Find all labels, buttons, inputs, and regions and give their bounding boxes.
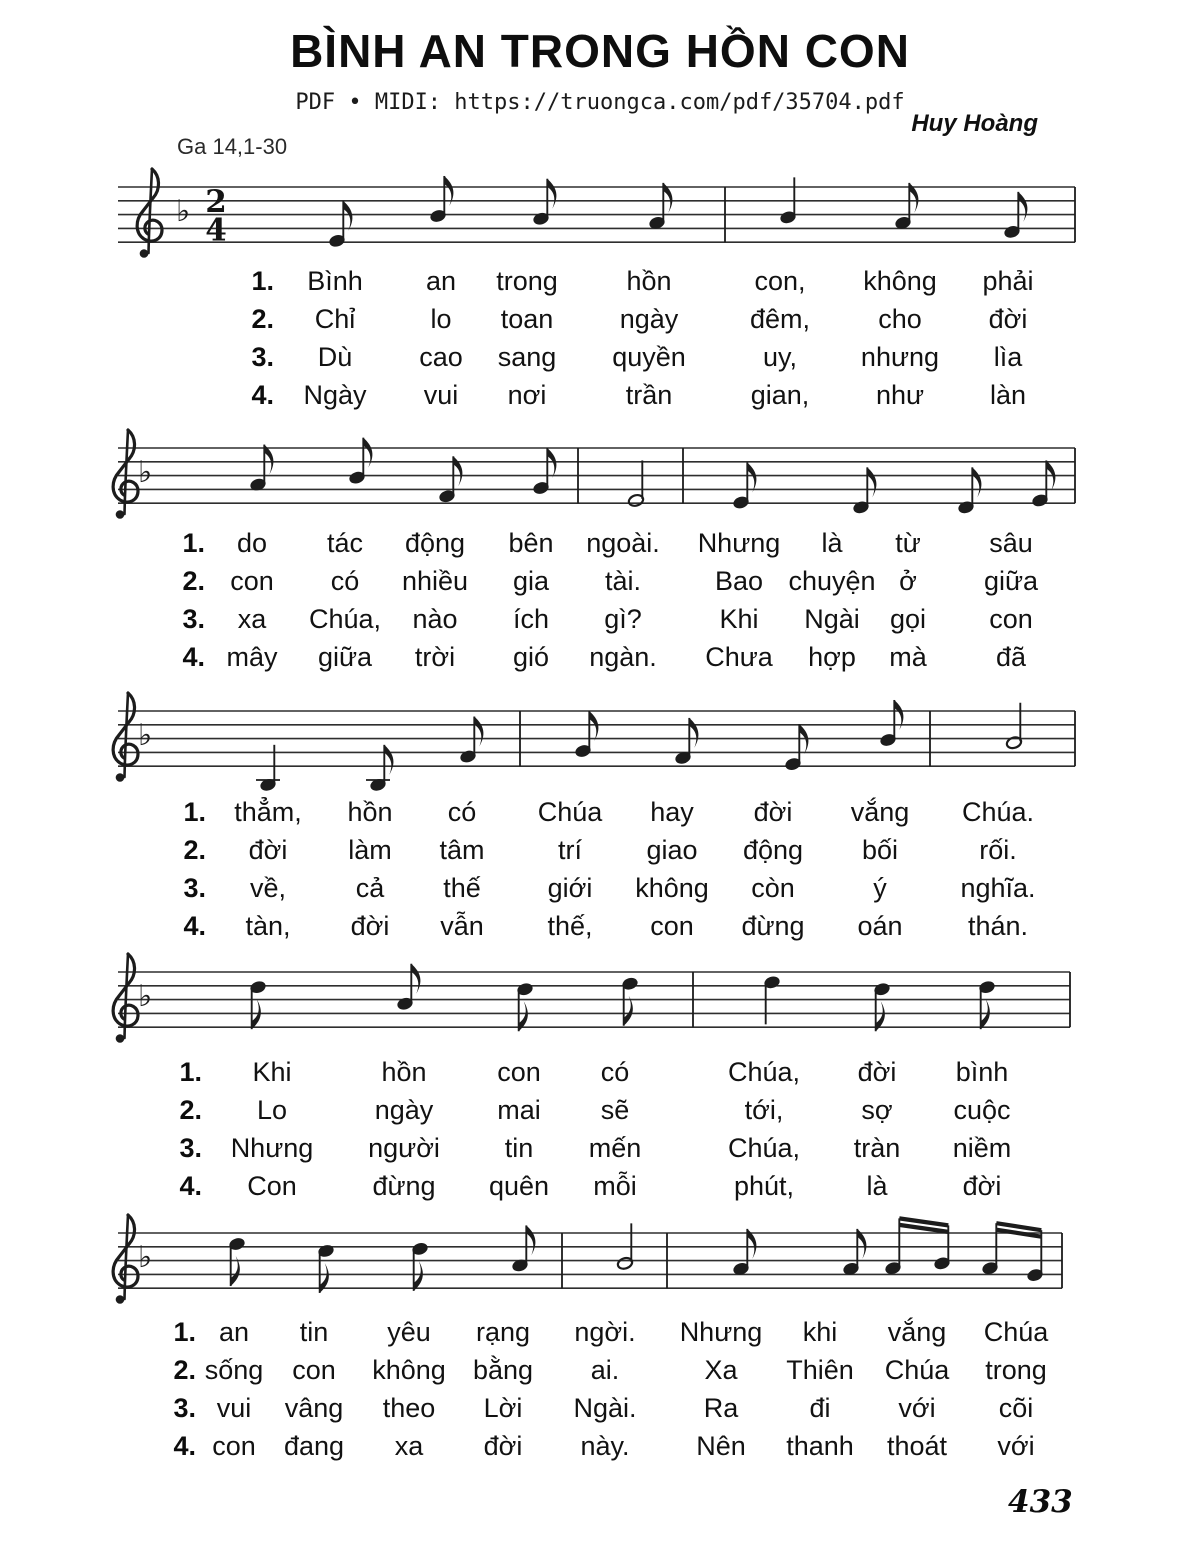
- lyric-word: mây: [226, 642, 278, 672]
- verse-line: [0, 1355, 1200, 1393]
- lyric-word: Chúa.: [961, 797, 1035, 827]
- verse-number: 4.: [183, 911, 206, 941]
- lyric-word: bằng: [472, 1355, 534, 1385]
- lyric-word: làm: [348, 835, 392, 865]
- lyric-word: Khi: [719, 604, 759, 634]
- lyric-word: không: [863, 266, 937, 296]
- lyric-word: rạng: [475, 1317, 531, 1347]
- lyric-word: uy,: [762, 342, 798, 372]
- lyric-word: thế,: [547, 911, 593, 941]
- lyric-word: tài.: [604, 566, 642, 596]
- flat-sign-icon: ♭: [176, 194, 191, 230]
- lyric-word: Ngài: [804, 604, 860, 634]
- verse-number: 4.: [173, 1431, 196, 1461]
- time-signature-denominator: 4: [205, 212, 227, 249]
- verse-number: 1.: [251, 266, 274, 296]
- verse-number: 2.: [173, 1355, 196, 1385]
- lyric-word: sâu: [989, 528, 1033, 558]
- lyric-word: về,: [249, 873, 287, 903]
- lyric-word: con: [497, 1057, 541, 1087]
- lyric-word: như: [875, 380, 925, 410]
- lyric-word: toan: [500, 304, 554, 334]
- verse-line: [0, 642, 1200, 680]
- lyric-word: tin: [299, 1317, 329, 1347]
- verse-line: [0, 1317, 1200, 1355]
- lyric-word: không: [635, 873, 709, 903]
- lyric-word: đời: [483, 1431, 523, 1461]
- lyric-word: người: [368, 1133, 440, 1163]
- lyric-word: rối.: [979, 835, 1017, 865]
- lyric-word: Dù: [317, 342, 353, 372]
- lyric-word: con: [989, 604, 1033, 634]
- verse-number: 2.: [182, 566, 205, 596]
- lyric-word: mến: [588, 1133, 642, 1163]
- lyric-word: làn: [989, 380, 1027, 410]
- lyric-word: theo: [382, 1393, 436, 1423]
- lyric-word: Chúa: [884, 1355, 950, 1385]
- lyric-word: đừng: [372, 1171, 436, 1201]
- verse-number: 1.: [173, 1317, 196, 1347]
- lyric-word: thán.: [967, 911, 1029, 941]
- lyric-word: Chúa,: [308, 604, 382, 634]
- verse-line: [0, 1057, 1200, 1095]
- lyric-word: Nên: [696, 1431, 746, 1461]
- verse-number: 3.: [251, 342, 274, 372]
- lyric-word: hồn: [626, 266, 672, 296]
- lyric-word: cõi: [998, 1393, 1034, 1423]
- lyric-word: với: [898, 1393, 936, 1423]
- lyric-word: quên: [488, 1171, 550, 1201]
- lyric-word: oán: [857, 911, 903, 941]
- lyric-word: Chúa: [983, 1317, 1049, 1347]
- verse-number: 3.: [179, 1133, 202, 1163]
- lyric-word: là: [821, 528, 843, 558]
- verse-block-2: [0, 528, 1200, 680]
- lyric-word: nơi: [507, 380, 547, 410]
- lyric-word: xa: [394, 1431, 424, 1461]
- lyric-word: tràn: [853, 1133, 901, 1163]
- lyric-word: có: [447, 797, 477, 827]
- lyric-word: nhưng: [860, 342, 940, 372]
- scripture-reference: Ga 14,1-30: [177, 134, 288, 159]
- lyric-word: Chúa,: [727, 1133, 801, 1163]
- lyric-word: Nhưng: [230, 1133, 314, 1163]
- lyric-word: hay: [650, 797, 694, 827]
- lyric-word: ngoài.: [586, 528, 660, 558]
- lyric-word: quyền: [612, 342, 686, 372]
- verse-block-5: [0, 1317, 1200, 1469]
- lyric-word: bối: [861, 835, 899, 865]
- lyric-word: an: [218, 1317, 250, 1347]
- lyric-word: tàn,: [245, 911, 291, 941]
- lyric-word: con: [292, 1355, 336, 1385]
- composer-name: Huy Hoàng: [911, 110, 1038, 137]
- lyric-word: ngàn.: [589, 642, 657, 672]
- lyric-word: giữa: [983, 566, 1039, 596]
- lyric-word: chuyện: [788, 566, 876, 596]
- lyric-word: Chưa: [705, 642, 773, 672]
- lyric-word: động: [742, 835, 804, 865]
- lyric-word: vắng: [850, 797, 910, 827]
- lyric-word: cuộc: [953, 1095, 1011, 1125]
- lyric-word: đời: [753, 797, 793, 827]
- lyric-word: trong: [985, 1355, 1047, 1385]
- verse-line: [0, 1171, 1200, 1209]
- verse-number: 4.: [251, 380, 274, 410]
- lyric-word: ở: [899, 566, 917, 596]
- lyric-word: đời: [988, 304, 1028, 334]
- verse-line: [0, 266, 1200, 304]
- lyric-word: lo: [430, 304, 452, 334]
- verse-line: [0, 835, 1200, 873]
- lyric-word: Khi: [252, 1057, 292, 1087]
- lyric-word: trần: [625, 380, 673, 410]
- lyric-word: là: [866, 1171, 888, 1201]
- lyric-word: đời: [350, 911, 390, 941]
- lyric-word: nghĩa.: [960, 873, 1036, 903]
- lyric-word: gian,: [750, 380, 810, 410]
- lyric-word: cho: [878, 304, 922, 334]
- lyric-word: gì?: [604, 604, 642, 634]
- lyric-word: đời: [248, 835, 288, 865]
- lyric-word: đời: [962, 1171, 1002, 1201]
- lyric-word: thế: [443, 873, 481, 903]
- lyric-word: mỗi: [593, 1171, 637, 1201]
- lyric-word: ai.: [590, 1355, 620, 1385]
- lyric-word: phải: [982, 266, 1034, 296]
- verse-number: 2.: [183, 835, 206, 865]
- verse-number: 3.: [183, 873, 206, 903]
- lyric-word: vui: [423, 380, 459, 410]
- lyric-word: niềm: [952, 1133, 1012, 1163]
- verse-number: 2.: [251, 304, 274, 334]
- lyric-word: vắng: [887, 1317, 947, 1347]
- lyric-word: trời: [414, 642, 456, 672]
- flat-sign-icon: ♭: [138, 1240, 153, 1276]
- lyric-word: Chỉ: [314, 304, 356, 334]
- lyric-word: ích: [512, 604, 550, 634]
- lyric-word: tin: [504, 1133, 534, 1163]
- lyric-word: Nhưng: [679, 1317, 763, 1347]
- lyric-word: Chúa,: [727, 1057, 801, 1087]
- pdf-midi-link-line: PDF • MIDI: https://truongca.com/pdf/35704.pdf: [295, 90, 905, 115]
- lyric-word: này.: [580, 1431, 630, 1461]
- lyric-word: xa: [237, 604, 267, 634]
- verse-number: 4.: [182, 642, 205, 672]
- lyric-word: sang: [497, 342, 557, 372]
- lyric-word: giữa: [317, 642, 373, 672]
- lyric-word: ý: [873, 873, 887, 903]
- flat-sign-icon: ♭: [138, 979, 153, 1015]
- verse-number: 3.: [182, 604, 205, 634]
- flat-sign-icon: ♭: [138, 718, 153, 754]
- verse-line: [0, 1431, 1200, 1469]
- lyric-word: sợ: [861, 1095, 893, 1125]
- lyric-word: gia: [512, 566, 550, 596]
- verse-line: [0, 528, 1200, 566]
- lyric-word: thoát: [886, 1431, 948, 1461]
- lyric-word: hợp: [808, 642, 856, 672]
- lyric-word: còn: [751, 873, 795, 903]
- lyric-word: Con: [247, 1171, 297, 1201]
- lyric-word: Thiên: [786, 1355, 854, 1385]
- lyric-word: nào: [412, 604, 458, 634]
- lyric-word: với: [997, 1431, 1035, 1461]
- lyric-word: đêm,: [749, 304, 811, 334]
- lyric-word: bình: [955, 1057, 1009, 1087]
- lyric-word: Bình: [307, 266, 363, 296]
- lyric-word: đang: [283, 1431, 345, 1461]
- verse-line: [0, 873, 1200, 911]
- lyric-word: thẳm,: [234, 797, 302, 827]
- verse-line: [0, 1095, 1200, 1133]
- lyric-word: vâng: [284, 1393, 344, 1423]
- verse-number: 1.: [179, 1057, 202, 1087]
- lyric-word: đi: [809, 1393, 831, 1423]
- lyric-word: lìa: [993, 342, 1023, 372]
- lyric-word: Nhưng: [697, 528, 781, 558]
- lyric-word: tác: [326, 528, 364, 558]
- lyric-word: đừng: [741, 911, 805, 941]
- verse-block-1: [0, 266, 1200, 418]
- lyric-word: an: [425, 266, 457, 296]
- lyric-word: con: [650, 911, 694, 941]
- verse-line: [0, 911, 1200, 949]
- lyric-word: đời: [857, 1057, 897, 1087]
- lyric-word: cả: [355, 873, 385, 903]
- verse-line: [0, 797, 1200, 835]
- lyric-word: gió: [512, 642, 550, 672]
- lyric-word: trí: [558, 835, 582, 865]
- lyric-word: trong: [496, 266, 558, 296]
- lyric-word: con: [212, 1431, 256, 1461]
- lyric-word: do: [236, 528, 268, 558]
- verse-line: [0, 1133, 1200, 1171]
- lyric-word: sống: [204, 1355, 264, 1385]
- lyric-word: con: [230, 566, 274, 596]
- lyric-word: mà: [889, 642, 927, 672]
- lyric-word: Chúa: [537, 797, 603, 827]
- lyric-word: Bao: [714, 566, 764, 596]
- lyric-word: mai: [497, 1095, 541, 1125]
- lyric-word: ngày: [374, 1095, 434, 1125]
- lyric-word: gọi: [889, 604, 927, 634]
- lyric-word: Ra: [703, 1393, 739, 1423]
- verse-number: 3.: [173, 1393, 196, 1423]
- lyric-word: sẽ: [600, 1095, 630, 1125]
- flat-sign-icon: ♭: [138, 455, 153, 491]
- lyric-word: khi: [802, 1317, 838, 1347]
- time-signature-numerator: 2: [205, 184, 227, 221]
- page-number: 433: [1008, 1484, 1073, 1520]
- verse-number: 1.: [182, 528, 205, 558]
- lyric-word: có: [600, 1057, 630, 1087]
- lyric-word: thanh: [786, 1431, 854, 1461]
- lyric-word: tới,: [744, 1095, 784, 1125]
- lyric-word: cao: [419, 342, 463, 372]
- lyric-word: tâm: [439, 835, 485, 865]
- lyric-word: ngày: [619, 304, 679, 334]
- lyric-word: Xa: [704, 1355, 738, 1385]
- verse-line: [0, 1393, 1200, 1431]
- lyric-word: từ: [895, 528, 921, 558]
- verse-line: [0, 566, 1200, 604]
- lyric-word: hồn: [347, 797, 393, 827]
- lyric-word: yêu: [387, 1317, 431, 1347]
- lyric-word: vẫn: [440, 911, 484, 941]
- lyric-word: ngời.: [574, 1317, 636, 1347]
- lyric-word: hồn: [381, 1057, 427, 1087]
- verse-block-4: [0, 1057, 1200, 1209]
- lyric-word: Lo: [256, 1095, 288, 1125]
- verse-block-3: [0, 797, 1200, 949]
- verse-line: [0, 342, 1200, 380]
- lyric-word: động: [404, 528, 466, 558]
- lyric-word: bên: [508, 528, 554, 558]
- lyric-word: vui: [216, 1393, 252, 1423]
- verse-number: 2.: [179, 1095, 202, 1125]
- lyric-word: giới: [547, 873, 593, 903]
- verse-line: [0, 604, 1200, 642]
- lyric-word: con,: [754, 266, 806, 296]
- verse-line: [0, 304, 1200, 342]
- lyric-word: Ngài.: [573, 1393, 637, 1423]
- verse-number: 1.: [183, 797, 206, 827]
- verse-line: [0, 380, 1200, 418]
- lyric-word: phút,: [733, 1171, 795, 1201]
- lyric-word: Ngày: [303, 380, 367, 410]
- lyric-word: không: [372, 1355, 446, 1385]
- song-title: BÌNH AN TRONG HỒN CON: [290, 25, 910, 77]
- lyric-word: có: [330, 566, 360, 596]
- verse-number: 4.: [179, 1171, 202, 1201]
- lyric-word: đã: [995, 642, 1027, 672]
- lyric-word: Lời: [483, 1393, 523, 1423]
- lyric-word: nhiều: [401, 566, 469, 596]
- lyric-word: giao: [646, 835, 698, 865]
